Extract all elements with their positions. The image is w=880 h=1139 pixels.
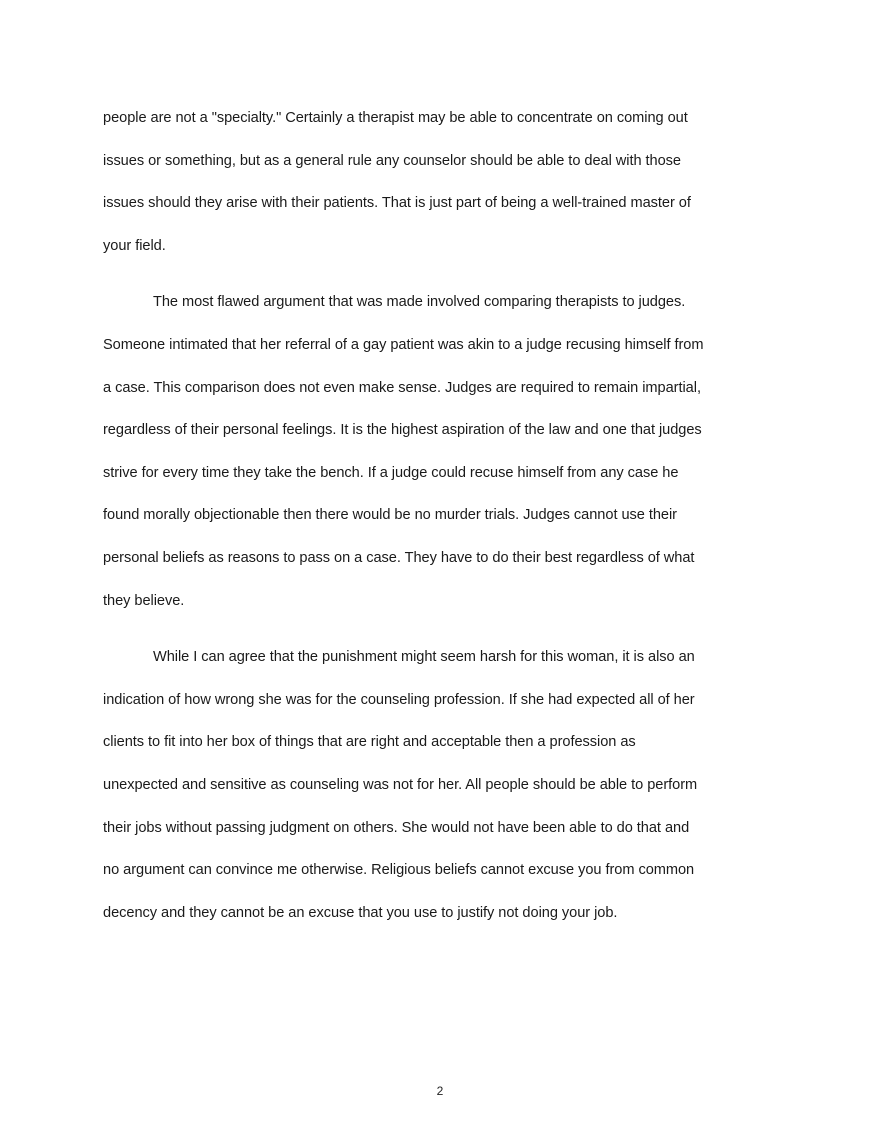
paragraph-spacer bbox=[103, 274, 803, 288]
text-line: While I can agree that the punishment might seem harsh for this woman, it is also an bbox=[153, 649, 695, 666]
text-line: Someone intimated that her referral of a gay patient was akin to a judge recusing himself from bbox=[103, 336, 704, 353]
text-line: found morally objectionable then there would be no murder trials. Judges cannot use their bbox=[103, 507, 677, 524]
text-line: no argument can convince me otherwise. Religious beliefs cannot excuse you from common bbox=[103, 862, 695, 879]
text-line: regardless of their personal feelings. It is the highest aspiration of the law and one that judges bbox=[103, 422, 702, 439]
page-number: 2 bbox=[436, 1084, 444, 1098]
paragraph-1 bbox=[103, 104, 803, 274]
text-line: people are not a "specialty." Certainly a therapist may be able to concentrate on coming out bbox=[103, 110, 688, 126]
text-line: The most flawed argument that was made involved comparing therapists to judges. bbox=[153, 294, 686, 311]
text-line: your field. bbox=[103, 237, 166, 254]
text-line: indication of how wrong she was for the counseling profession. If she had expected all of her bbox=[103, 691, 695, 708]
paragraph-3 bbox=[103, 643, 803, 941]
text-line: unexpected and sensitive as counseling was not for her. All people should be able to perform bbox=[103, 776, 698, 793]
text-line: a case. This comparison does not even make sense. Judges are required to remain impartial, bbox=[103, 379, 701, 396]
paragraph-2 bbox=[103, 288, 803, 629]
text-line: their jobs without passing judgment on others. She would not have been able to do that and bbox=[103, 819, 690, 836]
text-line: strive for every time they take the bench. If a judge could recuse himself from any case he bbox=[103, 464, 679, 481]
paragraph-spacer bbox=[103, 629, 803, 643]
text-line: issues should they arise with their patients. That is just part of being a well-trained master of bbox=[103, 195, 691, 212]
text-line: they believe. bbox=[103, 592, 185, 609]
text-line: decency and they cannot be an excuse that you use to justify not doing your job. bbox=[103, 904, 618, 921]
text-line: clients to fit into her box of things that are right and acceptable then a profession as bbox=[103, 734, 636, 751]
document-body bbox=[103, 104, 803, 941]
text-line: personal beliefs as reasons to pass on a case. They have to do their best regardless of what bbox=[103, 549, 695, 566]
text-line: issues or something, but as a general rule any counselor should be able to deal with those bbox=[103, 152, 681, 169]
